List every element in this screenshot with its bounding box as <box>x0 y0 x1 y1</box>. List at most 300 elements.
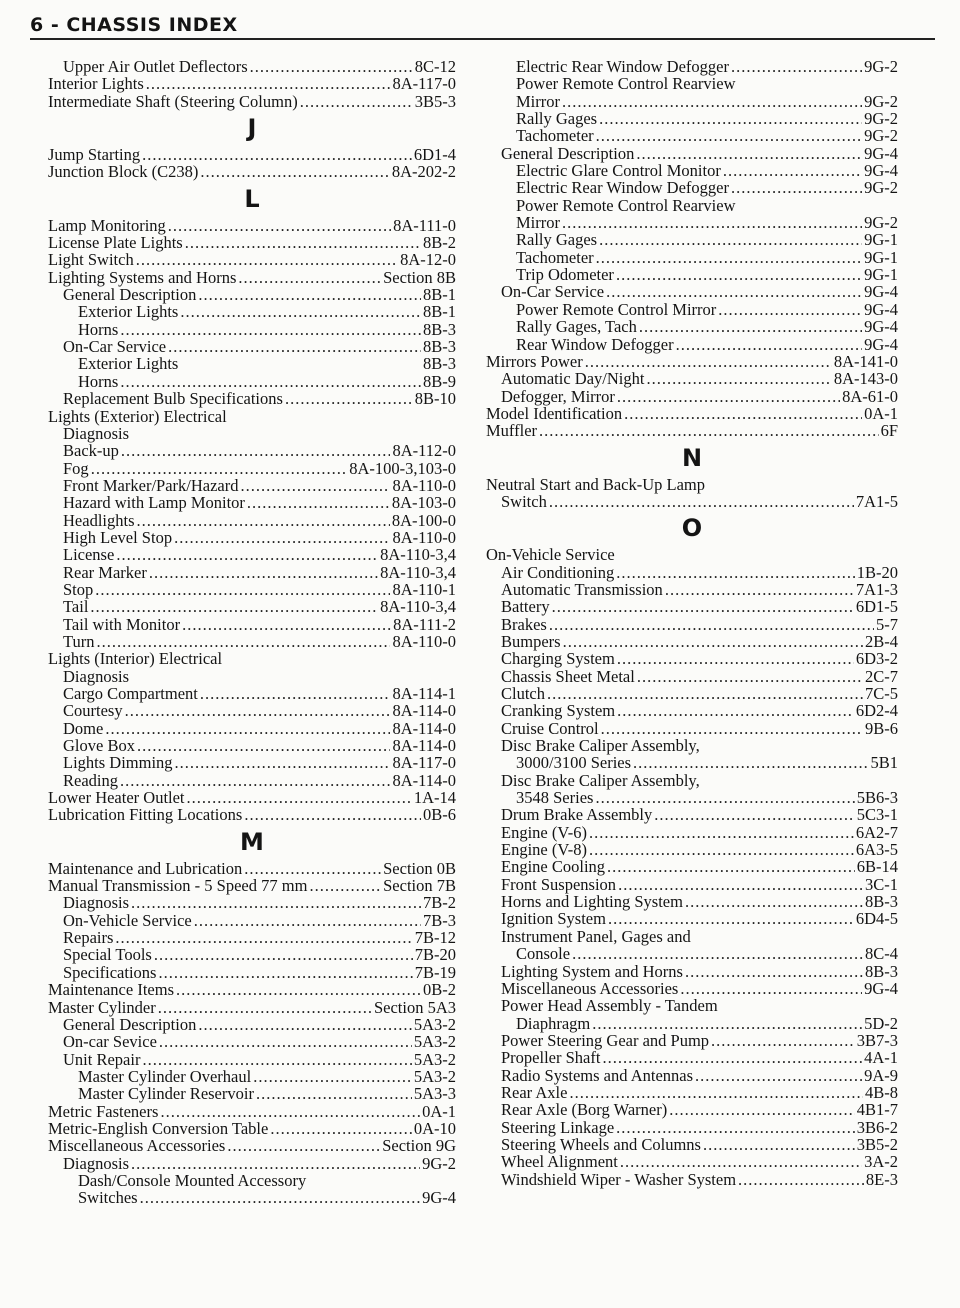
entry-page: 8B-3 <box>423 319 456 339</box>
index-entry <box>48 146 456 163</box>
entry-label: On-Vehicle Service <box>63 910 192 930</box>
entry-page: 9G-1 <box>864 265 898 285</box>
entry-page: 9G-4 <box>864 161 898 181</box>
entry-label: Steering Wheels and Columns <box>501 1134 701 1154</box>
dot-leader <box>606 283 862 300</box>
entry-label: License Plate Lights <box>48 233 183 253</box>
index-entry <box>48 1068 456 1085</box>
index-entry <box>48 390 456 407</box>
section-letter: M <box>240 827 264 856</box>
entry-page: 9G-4 <box>864 334 898 354</box>
entry-label: Horns <box>78 319 119 339</box>
dot-leader <box>116 546 378 563</box>
dot-leader <box>616 266 862 283</box>
entry-page: 8A-61-0 <box>842 386 898 406</box>
dot-leader <box>669 1101 855 1118</box>
index-entry <box>48 338 456 355</box>
dot-leader <box>685 893 863 910</box>
entry-page: 8A-100-0 <box>391 510 456 530</box>
entry-page: 8E-3 <box>865 1169 898 1189</box>
entry-page: 8B-9 <box>423 371 456 391</box>
index-entry <box>48 93 456 110</box>
dot-leader <box>592 1015 862 1032</box>
dot-leader <box>617 650 854 667</box>
entry-label: Trip Odometer <box>516 265 614 285</box>
dot-leader <box>95 581 390 598</box>
entry-label: Maintenance and Lubrication <box>48 858 243 878</box>
entry-label: Diagnosis <box>63 423 129 443</box>
index-entry <box>48 234 456 251</box>
entry-page: 9G-4 <box>864 143 898 163</box>
index-entry <box>48 581 456 598</box>
dot-leader <box>599 110 862 127</box>
entry-page: 8A-114-0 <box>392 770 456 790</box>
dot-leader <box>589 841 854 858</box>
index-entry <box>48 460 456 477</box>
entry-page: 8A-143-0 <box>833 369 898 389</box>
entry-label: Engine (V-6) <box>501 822 587 842</box>
entry-label: Master Cylinder <box>48 997 156 1017</box>
index-entry <box>486 145 898 162</box>
entry-page: 6D3-2 <box>855 649 898 669</box>
dot-leader <box>596 127 862 144</box>
index-entry <box>48 702 456 719</box>
entry-label: Engine (V-8) <box>501 840 587 860</box>
index-entry <box>48 860 456 877</box>
index-entry <box>48 981 456 998</box>
entry-page: 5A3-2 <box>413 1032 456 1052</box>
entry-page: 8A-110-0 <box>392 475 456 495</box>
dot-leader <box>618 876 863 893</box>
index-entry <box>486 789 898 806</box>
index-entry <box>486 546 898 563</box>
dot-leader <box>140 1189 420 1206</box>
dot-leader <box>695 1067 862 1084</box>
entry-page: 8A-100-3,103-0 <box>349 458 456 478</box>
index-entry <box>486 476 898 493</box>
dot-leader <box>654 806 855 823</box>
entry-page: 5D-2 <box>864 1013 898 1033</box>
dot-leader <box>602 1049 862 1066</box>
entry-label: Headlights <box>63 510 135 530</box>
index-entry <box>486 564 898 581</box>
entry-label: Unit Repair <box>63 1049 141 1069</box>
entry-label: Diagnosis <box>63 1153 129 1173</box>
index-entry <box>486 197 898 214</box>
index-entry <box>48 598 456 615</box>
index-entry <box>48 1085 456 1102</box>
entry-label: Rally Gages <box>516 109 598 129</box>
dot-leader <box>240 477 390 494</box>
dot-leader <box>174 529 390 546</box>
dot-leader <box>154 946 413 963</box>
dot-leader <box>256 1085 412 1102</box>
entry-label: Turn <box>63 631 95 651</box>
dot-leader <box>572 945 863 962</box>
entry-label: Dash/Console Mounted Accessory <box>78 1170 307 1190</box>
entry-label: Lights (Interior) Electrical <box>48 649 223 669</box>
entry-label: Wheel Alignment <box>501 1152 618 1172</box>
entry-page: Section 7B <box>383 876 456 896</box>
index-entry <box>48 1103 456 1120</box>
index-entry <box>48 355 456 372</box>
entry-label: Model Identification <box>486 403 623 423</box>
dot-leader <box>552 598 854 615</box>
dot-leader <box>665 581 854 598</box>
index-entry <box>486 493 898 510</box>
index-entry <box>486 370 898 387</box>
dot-leader <box>115 929 412 946</box>
index-entry <box>486 893 898 910</box>
entry-page: 8C-12 <box>414 57 456 76</box>
entry-page: 9G-4 <box>864 978 898 998</box>
dot-leader <box>227 1137 380 1154</box>
entry-page: 5B6-3 <box>856 788 898 808</box>
index-entry <box>486 616 898 633</box>
dot-leader <box>601 720 863 737</box>
entry-label: Junction Block (C238) <box>48 162 199 182</box>
index-entry <box>48 1172 456 1189</box>
dot-leader <box>562 93 862 110</box>
dot-leader <box>137 737 390 754</box>
dot-leader <box>685 963 863 980</box>
index-entry <box>48 546 456 563</box>
index-entry <box>48 529 456 546</box>
index-entry <box>486 772 898 789</box>
index-entry <box>486 928 898 945</box>
entry-label: Repairs <box>63 928 114 948</box>
dot-leader <box>300 93 413 110</box>
entry-page: 9G-4 <box>864 282 898 302</box>
dot-leader <box>616 564 855 581</box>
dot-leader <box>607 858 855 875</box>
entry-page: 6F <box>880 421 898 441</box>
entry-label: Switch <box>501 491 547 511</box>
index-entry <box>486 1153 898 1170</box>
entry-label: Chassis Sheet Metal <box>501 666 635 686</box>
index-entry <box>48 408 456 425</box>
entry-label: Charging System <box>501 649 615 669</box>
index-entry <box>48 616 456 633</box>
index-entry <box>486 249 898 266</box>
entry-page: Section 8B <box>383 267 456 287</box>
dot-leader <box>563 633 863 650</box>
entry-page: 8A-110-1 <box>392 579 456 599</box>
entry-label: Automatic Day/Night <box>501 369 645 389</box>
dot-leader <box>158 964 412 981</box>
entry-page: 8A-112-0 <box>392 441 456 461</box>
index-entry <box>486 702 898 719</box>
entry-label: Mirrors Power <box>486 351 583 371</box>
entry-label: General Description <box>63 285 197 305</box>
entry-page: 9G-4 <box>864 317 898 337</box>
entry-page: 0A-1 <box>864 403 898 423</box>
entry-page: 4B-8 <box>865 1082 898 1102</box>
entry-label: Interior Lights <box>48 74 144 94</box>
entry-label: Special Tools <box>63 945 152 965</box>
entry-page: 8A-114-0 <box>392 718 456 738</box>
entry-page: 9G-1 <box>864 230 898 250</box>
entry-page: 8A-110-3,4 <box>380 597 456 617</box>
dot-leader <box>723 162 862 179</box>
entry-page: 9G-2 <box>864 109 898 129</box>
dot-leader <box>160 1103 420 1120</box>
entry-label: Lighting Systems and Horns <box>48 267 237 287</box>
entry-label: Diagnosis <box>63 666 129 686</box>
dot-leader <box>168 338 421 355</box>
dot-leader <box>250 58 413 75</box>
entry-page: 8B-3 <box>865 892 898 912</box>
entry-label: Brakes <box>501 614 547 634</box>
entry-page: 8A-103-0 <box>391 493 456 513</box>
dot-leader <box>185 234 421 251</box>
dot-leader <box>270 1120 411 1137</box>
dot-leader <box>142 1051 411 1068</box>
entry-label: Mirror <box>516 213 560 233</box>
index-entry <box>486 997 898 1014</box>
dot-leader <box>200 163 390 180</box>
index-entry <box>486 283 898 300</box>
entry-page: 3A-2 <box>864 1152 898 1172</box>
dot-leader <box>703 1136 855 1153</box>
entry-page: 8B-3 <box>423 354 456 374</box>
index-entry <box>48 894 456 911</box>
index-entry <box>48 425 456 442</box>
entry-page: 8B-1 <box>423 285 456 305</box>
entry-label: Horns <box>78 371 119 391</box>
entry-label: Propeller Shaft <box>501 1048 601 1068</box>
dot-leader <box>639 318 862 335</box>
entry-label: On-car Sevice <box>63 1032 157 1052</box>
entry-label: Muffler <box>486 421 538 441</box>
entry-label: Instrument Panel, Gages and <box>501 926 691 946</box>
index-entry <box>48 650 456 667</box>
dot-leader <box>105 720 390 737</box>
index-entry <box>48 373 456 390</box>
dot-leader <box>608 910 854 927</box>
dot-leader <box>91 460 348 477</box>
entry-label: Miscellaneous Accessories <box>501 978 679 998</box>
index-entry <box>486 963 898 980</box>
dot-leader <box>158 999 372 1016</box>
dot-leader <box>120 772 390 789</box>
entry-page: 7B-20 <box>414 945 456 965</box>
entry-label: Ignition System <box>501 909 606 929</box>
entry-page: 9G-2 <box>422 1153 456 1173</box>
entry-label: Battery <box>501 597 550 617</box>
dot-leader <box>676 336 863 353</box>
index-entry <box>486 110 898 127</box>
dot-leader <box>244 806 421 823</box>
index-entry <box>48 564 456 581</box>
entry-label: 3000/3100 Series <box>516 753 632 773</box>
entry-page: 9G-4 <box>422 1188 456 1208</box>
dot-leader <box>131 894 421 911</box>
section-letter: N <box>681 443 703 472</box>
dot-leader <box>146 75 391 92</box>
entry-page: 8B-2 <box>423 233 456 253</box>
entry-label: Windshield Wiper - Washer System <box>501 1169 737 1189</box>
dot-leader <box>198 1016 412 1033</box>
dot-leader <box>636 145 862 162</box>
index-entry <box>486 598 898 615</box>
index-entry <box>48 999 456 1016</box>
entry-page: 9G-2 <box>864 126 898 146</box>
dot-leader <box>168 217 391 234</box>
index-entry <box>48 685 456 702</box>
entry-page: 8A-110-3,4 <box>380 545 456 565</box>
entry-label: Front Marker/Park/Hazard <box>63 475 239 495</box>
dot-leader <box>180 303 421 320</box>
entry-page: 8A-114-1 <box>392 684 456 703</box>
header-rule <box>30 38 935 40</box>
index-entry <box>486 910 898 927</box>
entry-label: General Description <box>63 1014 197 1034</box>
entry-label: Replacement Bulb Specifications <box>63 389 283 409</box>
entry-page: Section 5A3 <box>373 997 456 1017</box>
page-header <box>30 8 935 38</box>
entry-page: 9B-6 <box>865 718 898 738</box>
entry-label: High Level Stop <box>63 527 173 547</box>
entry-label: 3548 Series <box>516 788 594 808</box>
index-entry <box>48 286 456 303</box>
entry-label: Rear Window Defogger <box>516 334 674 354</box>
dot-leader <box>194 912 421 929</box>
entry-label: Rally Gages <box>516 230 598 250</box>
entry-page: 9G-2 <box>864 178 898 198</box>
entry-label: Lights (Exterior) Electrical <box>48 406 227 426</box>
dot-leader <box>200 685 391 702</box>
index-entry <box>486 1101 898 1118</box>
dot-leader <box>187 789 412 806</box>
dot-leader <box>624 405 862 422</box>
index-entry <box>486 1032 898 1049</box>
entry-label: Radio Systems and Antennas <box>501 1065 694 1085</box>
index-entry <box>48 1189 456 1206</box>
entry-page: 0A-10 <box>413 1118 456 1138</box>
entry-page: 7B-19 <box>414 962 456 982</box>
dot-leader <box>121 442 391 459</box>
index-entry <box>48 964 456 981</box>
entry-label: Diagnosis <box>63 893 129 913</box>
index-entry <box>486 737 898 754</box>
entry-label: Lower Heater Outlet <box>48 788 185 808</box>
entry-label: Glove Box <box>63 736 135 756</box>
index-column-right <box>486 58 898 1188</box>
dot-leader <box>309 877 381 894</box>
index-entry <box>486 754 898 771</box>
entry-label: Switches <box>78 1188 138 1208</box>
dot-leader <box>120 373 421 390</box>
index-entry <box>48 1016 456 1033</box>
entry-page: 3B6-2 <box>856 1117 898 1137</box>
dot-leader <box>595 789 854 806</box>
index-entry <box>48 321 456 338</box>
entry-page: 9A-9 <box>864 1065 898 1085</box>
index-entry <box>48 946 456 963</box>
entry-label: Tail <box>63 597 89 617</box>
dot-leader <box>562 214 862 231</box>
entry-page: 8A-111-2 <box>393 614 456 634</box>
entry-label: Dome <box>63 718 104 738</box>
index-entry <box>486 301 898 318</box>
index-entry <box>48 720 456 737</box>
entry-label: Air Conditioning <box>501 562 615 582</box>
index-entry <box>48 1155 456 1172</box>
entry-label: Electric Rear Window Defogger <box>516 57 729 76</box>
entry-label: Exterior Lights <box>78 302 179 322</box>
dot-leader <box>159 1033 412 1050</box>
dot-leader <box>125 702 391 719</box>
index-entry <box>486 945 898 962</box>
dot-leader <box>198 286 421 303</box>
entry-page: Section 9G <box>382 1136 456 1156</box>
entry-label: Reading <box>63 770 118 790</box>
entry-page: 0B-6 <box>423 805 456 825</box>
dot-leader <box>247 494 390 511</box>
entry-page: 6D2-4 <box>855 701 898 721</box>
index-entry <box>48 737 456 754</box>
index-column-left <box>48 58 456 1207</box>
entry-label: Exterior Lights <box>78 354 179 374</box>
entry-page: 0B-2 <box>423 980 456 1000</box>
entry-label: Disc Brake Caliper Assembly, <box>501 770 700 790</box>
dot-leader <box>238 269 381 286</box>
entry-page: 8B-3 <box>865 961 898 981</box>
index-entry <box>48 668 456 685</box>
dot-leader <box>617 388 840 405</box>
dot-leader <box>637 668 863 685</box>
dot-leader <box>547 685 863 702</box>
entry-label: Drum Brake Assembly <box>501 805 653 825</box>
index-entry <box>486 405 898 422</box>
entry-label: Defogger, Mirror <box>501 386 615 406</box>
dot-leader <box>136 251 398 268</box>
entry-page: 8B-10 <box>414 389 456 409</box>
index-entry <box>48 303 456 320</box>
entry-page: 8A-114-0 <box>392 736 456 756</box>
dot-leader <box>244 860 381 877</box>
entry-label: Horns and Lighting System <box>501 892 683 912</box>
index-entry <box>486 720 898 737</box>
entry-label: Specifications <box>63 962 157 982</box>
index-entry <box>486 336 898 353</box>
entry-label: Power Steering Gear and Pump <box>501 1030 710 1050</box>
index-entry <box>48 75 456 92</box>
dot-leader <box>589 824 854 841</box>
entry-page: 8A-117-0 <box>392 753 456 773</box>
index-entry <box>486 633 898 650</box>
index-entry <box>48 1137 456 1154</box>
index-entry <box>486 876 898 893</box>
entry-page: 8A-202-2 <box>391 162 456 182</box>
index-entry <box>486 1067 898 1084</box>
dot-leader <box>549 616 874 633</box>
entry-page: 9G-1 <box>864 247 898 267</box>
entry-page: 8A-114-0 <box>392 701 456 721</box>
entry-page: 7C-5 <box>865 684 898 703</box>
entry-label: Metric-English Conversion Table <box>48 1118 269 1138</box>
entry-page: 3C-1 <box>865 874 898 894</box>
entry-label: Back-up <box>63 441 119 461</box>
index-entry <box>48 754 456 771</box>
entry-page: 6A3-5 <box>855 840 898 860</box>
entry-label: Stop <box>63 579 94 599</box>
entry-label: Tachometer <box>516 247 594 267</box>
dot-leader <box>731 179 862 196</box>
index-entry <box>486 75 898 92</box>
index-entry <box>486 1119 898 1136</box>
